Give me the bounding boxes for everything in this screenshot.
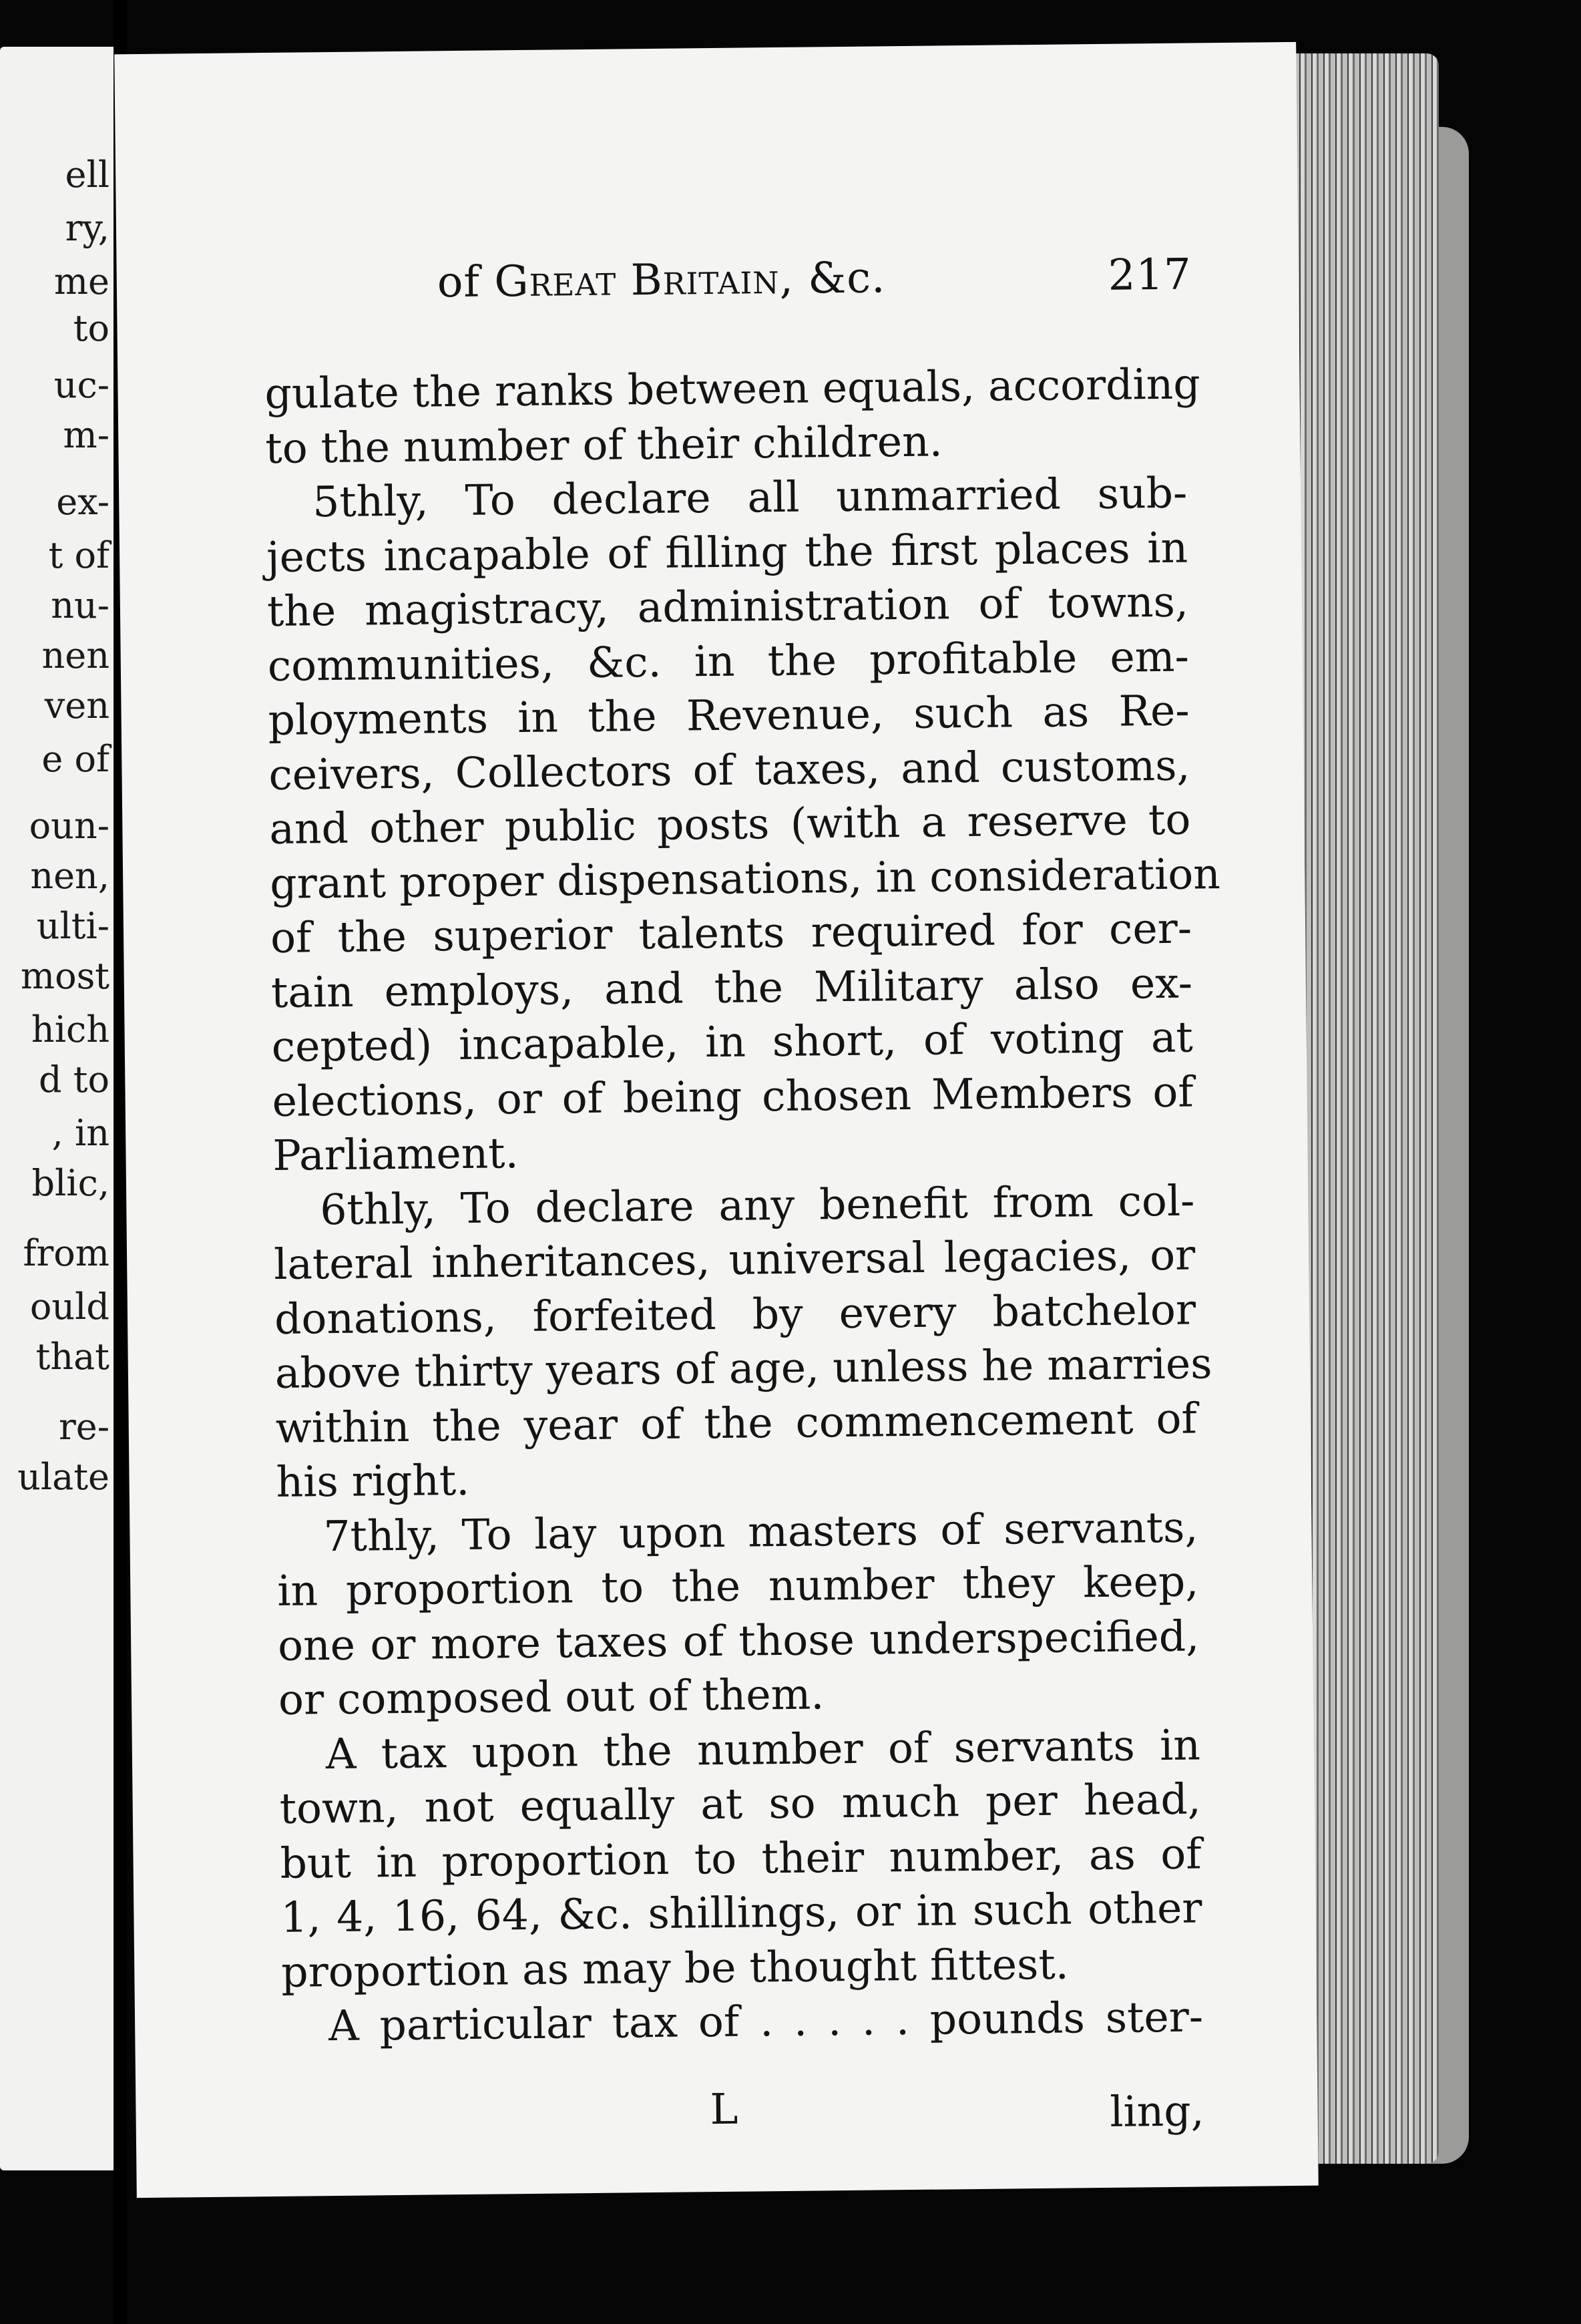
running-title-main: Great Britain (494, 254, 780, 307)
text-line: but in proportion to their number, as of (280, 1828, 1202, 1888)
text-line: tain employs, and the Military also ex- (270, 958, 1193, 1017)
text-line: 5thly, To declare all unmarried sub- (312, 468, 1188, 527)
text-line: 1, 4, 16, 64, &c. shillings, or in such other (280, 1883, 1202, 1942)
facing-page-fragment: m- (63, 414, 109, 456)
text-line: communities, &c. in the profitable em- (267, 632, 1190, 691)
facing-page-fragment: e of (41, 738, 109, 780)
facing-page-fragment: me (53, 260, 109, 303)
text-line: one or more taxes of those underspecified, (277, 1611, 1200, 1670)
text-line: ployments in the Revenue, such as Re- (268, 686, 1190, 745)
text-line: proportion as may be thought fittest. (280, 1939, 1070, 1997)
facing-page-fragment: ulti- (36, 905, 109, 947)
facing-page-fragment: ry, (65, 207, 109, 249)
facing-page-fragment: , in (51, 1112, 109, 1154)
facing-page-fragment: ven (44, 685, 109, 727)
facing-page-fragment: oun- (29, 805, 109, 847)
facing-page-fragment: blic, (31, 1162, 109, 1204)
facing-page-fragment: nen, (30, 855, 109, 897)
text-line: donations, forfeited by every batchelor (274, 1284, 1196, 1344)
facing-page-fragment: uc- (53, 364, 109, 406)
text-line: A tax upon the number of servants in (325, 1720, 1201, 1778)
text-line: elections, or of being chosen Members of (272, 1067, 1194, 1126)
text-line: within the year of the commencement of (275, 1393, 1198, 1452)
facing-page-fragment: ulate (17, 1456, 109, 1498)
running-header (310, 250, 1192, 308)
running-title: of Great Britain, &c. (437, 253, 886, 308)
text-line: grant proper dispensations, in consideration (269, 849, 1221, 908)
text-line: or composed out of them. (278, 1670, 825, 1724)
facing-page-fragment: hich (31, 1008, 109, 1050)
text-line: in proportion to the number they keep, (276, 1557, 1199, 1615)
page-footer (282, 2080, 1204, 2149)
facing-page-fragment: ould (29, 1286, 109, 1328)
text-line: town, not equally at so much per head, (279, 1774, 1202, 1833)
text-line: above thirty years of age, unless he marries (274, 1339, 1212, 1398)
facing-page-fragment: t of (48, 534, 109, 576)
text-line: the magistracy, administration of towns, (266, 577, 1189, 636)
page-number: 217 (1108, 250, 1192, 301)
facing-page-fragment: nu- (51, 584, 109, 626)
catchword: ling, (1109, 2086, 1204, 2136)
facing-page-fragment: that (35, 1336, 109, 1378)
body-text (264, 357, 1221, 2054)
facing-page-fragment: re- (58, 1406, 109, 1448)
text-line: A particular tax of . . . . . pounds ster- (328, 1992, 1204, 2051)
book-page (114, 42, 1319, 2198)
text-line: jects incapable of filling the first places in (266, 523, 1188, 582)
text-line: his right. (276, 1455, 470, 1507)
text-line: lateral inheritances, universal legacies, or (273, 1230, 1196, 1289)
text-line: ceivers, Collectors of taxes, and customs, (268, 741, 1190, 799)
text-line: 7thly, To lay upon masters of servants, (323, 1502, 1198, 1561)
facing-page-fragment: ell (65, 154, 109, 196)
facing-page-fragment: to (73, 307, 109, 349)
signature-mark: L (710, 2084, 738, 2134)
facing-page-fragment: d to (39, 1058, 109, 1101)
facing-page-fragment: most (20, 955, 109, 997)
text-line: 6thly, To declare any benefit from col- (319, 1176, 1195, 1234)
facing-page-fragment: ex- (56, 481, 109, 523)
text-line: cepted) incapable, in short, of voting at (271, 1012, 1194, 1071)
facing-page-fragment: from (23, 1232, 109, 1274)
text-line: Parliament. (272, 1129, 519, 1180)
text-line: and other public posts (with a reserve to (269, 795, 1191, 853)
text-line: to the number of their children. (265, 416, 943, 473)
facing-page-fragment: nen (41, 634, 109, 676)
text-line: gulate the ranks between equals, according (264, 359, 1200, 419)
text-line: of the superior talents required for cer- (270, 904, 1192, 962)
facing-page (0, 47, 114, 2170)
